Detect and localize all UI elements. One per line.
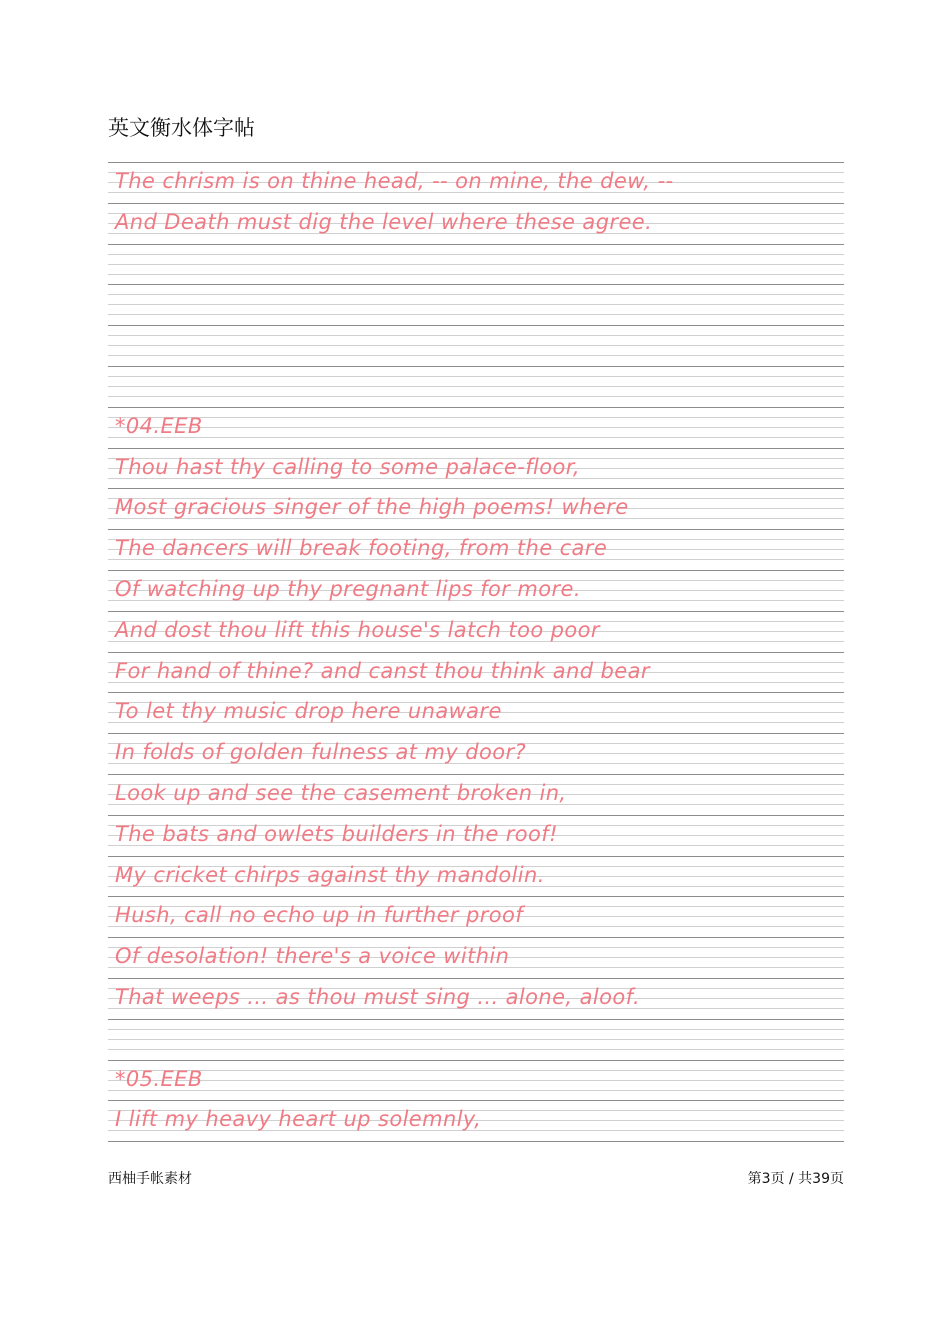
tracing-text: I lift my heavy heart up solemnly, <box>115 1107 482 1132</box>
guide-line <box>108 1060 844 1061</box>
guide-line <box>108 815 844 816</box>
writing-row <box>108 1060 844 1101</box>
tracing-text: For hand of thine? and canst thou think and bear <box>115 658 650 683</box>
guide-line <box>108 325 844 326</box>
tracing-text: The dancers will break footing, from the care <box>115 536 608 561</box>
guide-line <box>108 396 844 397</box>
tracing-text: And dost thou lift this house's latch too poor <box>115 617 600 642</box>
guide-line <box>108 733 844 734</box>
writing-row <box>108 937 844 978</box>
guide-line <box>108 1080 844 1081</box>
guide-line <box>108 1039 844 1040</box>
guide-line <box>108 896 844 897</box>
writing-row <box>108 407 844 448</box>
guide-line <box>108 355 844 356</box>
guide-line <box>108 407 844 408</box>
guide-line <box>108 652 844 653</box>
tracing-text: To let thy music drop here unaware <box>115 699 502 724</box>
guide-line <box>108 254 844 255</box>
tracing-text: Most gracious singer of the high poems! where <box>115 495 629 520</box>
guide-line <box>108 488 844 489</box>
tracing-text: And Death must dig the level where these agree. <box>115 209 653 234</box>
guide-line <box>108 294 844 295</box>
tracing-text: Of watching up thy pregnant lips for more. <box>115 576 581 601</box>
guide-line <box>108 376 844 377</box>
footer-page-info: 第3页 / 共39页 <box>747 1171 844 1187</box>
guide-line <box>108 304 844 305</box>
sheet-bottom-line <box>108 1141 844 1142</box>
guide-line <box>108 774 844 775</box>
guide-line <box>108 1049 844 1050</box>
tracing-text: *04.EEB <box>115 413 203 438</box>
copybook-sheet <box>108 162 844 1142</box>
guide-line <box>108 937 844 938</box>
tracing-text: Of desolation! there's a voice within <box>115 944 510 969</box>
writing-row <box>108 652 844 693</box>
guide-line <box>108 345 844 346</box>
guide-line <box>108 244 844 245</box>
guide-line <box>108 386 844 387</box>
guide-line <box>108 264 844 265</box>
guide-line <box>108 1090 844 1091</box>
writing-row <box>108 1100 844 1141</box>
tracing-text: In folds of golden fulness at my door? <box>115 740 527 765</box>
writing-row <box>108 162 844 203</box>
guide-line <box>108 448 844 449</box>
footer-source: 西柚手帐素材 <box>108 1171 192 1187</box>
writing-row <box>108 325 844 366</box>
writing-row <box>108 203 844 244</box>
guide-line <box>108 1070 844 1071</box>
writing-row <box>108 896 844 937</box>
writing-row <box>108 611 844 652</box>
guide-line <box>108 274 844 275</box>
guide-line <box>108 437 844 438</box>
guide-line <box>108 570 844 571</box>
writing-row <box>108 1019 844 1060</box>
writing-row <box>108 244 844 285</box>
guide-line <box>108 203 844 204</box>
guide-line <box>108 335 844 336</box>
writing-row <box>108 815 844 856</box>
tracing-text: The chrism is on thine head, -- on mine, the dew, -- <box>115 169 674 193</box>
guide-line <box>108 1019 844 1020</box>
page-title: 英文衡水体字帖 <box>108 116 255 140</box>
guide-line <box>108 529 844 530</box>
tracing-text: Look up and see the casement broken in, <box>115 780 567 805</box>
writing-row <box>108 570 844 611</box>
tracing-text: The bats and owlets builders in the roof! <box>115 821 558 846</box>
guide-line <box>108 856 844 857</box>
guide-line <box>108 1100 844 1101</box>
writing-row <box>108 774 844 815</box>
writing-row <box>108 284 844 325</box>
writing-row <box>108 448 844 489</box>
guide-line <box>108 427 844 428</box>
writing-row <box>108 488 844 529</box>
guide-line <box>108 314 844 315</box>
guide-line <box>108 284 844 285</box>
tracing-text: *05.EEB <box>115 1066 203 1091</box>
guide-line <box>108 611 844 612</box>
guide-line <box>108 366 844 367</box>
writing-row <box>108 366 844 407</box>
guide-line <box>108 417 844 418</box>
guide-line <box>108 162 844 163</box>
tracing-text: My cricket chirps against thy mandolin. <box>115 862 545 887</box>
guide-line <box>108 1029 844 1030</box>
tracing-text: Hush, call no echo up in further proof <box>115 903 524 928</box>
writing-row <box>108 978 844 1019</box>
writing-row <box>108 692 844 733</box>
writing-row <box>108 856 844 897</box>
guide-line <box>108 692 844 693</box>
tracing-text: Thou hast thy calling to some palace-floor, <box>115 454 580 479</box>
tracing-text: That weeps ... as thou must sing ... alone, aloof. <box>115 984 641 1009</box>
writing-row <box>108 529 844 570</box>
guide-line <box>108 978 844 979</box>
writing-row <box>108 733 844 774</box>
